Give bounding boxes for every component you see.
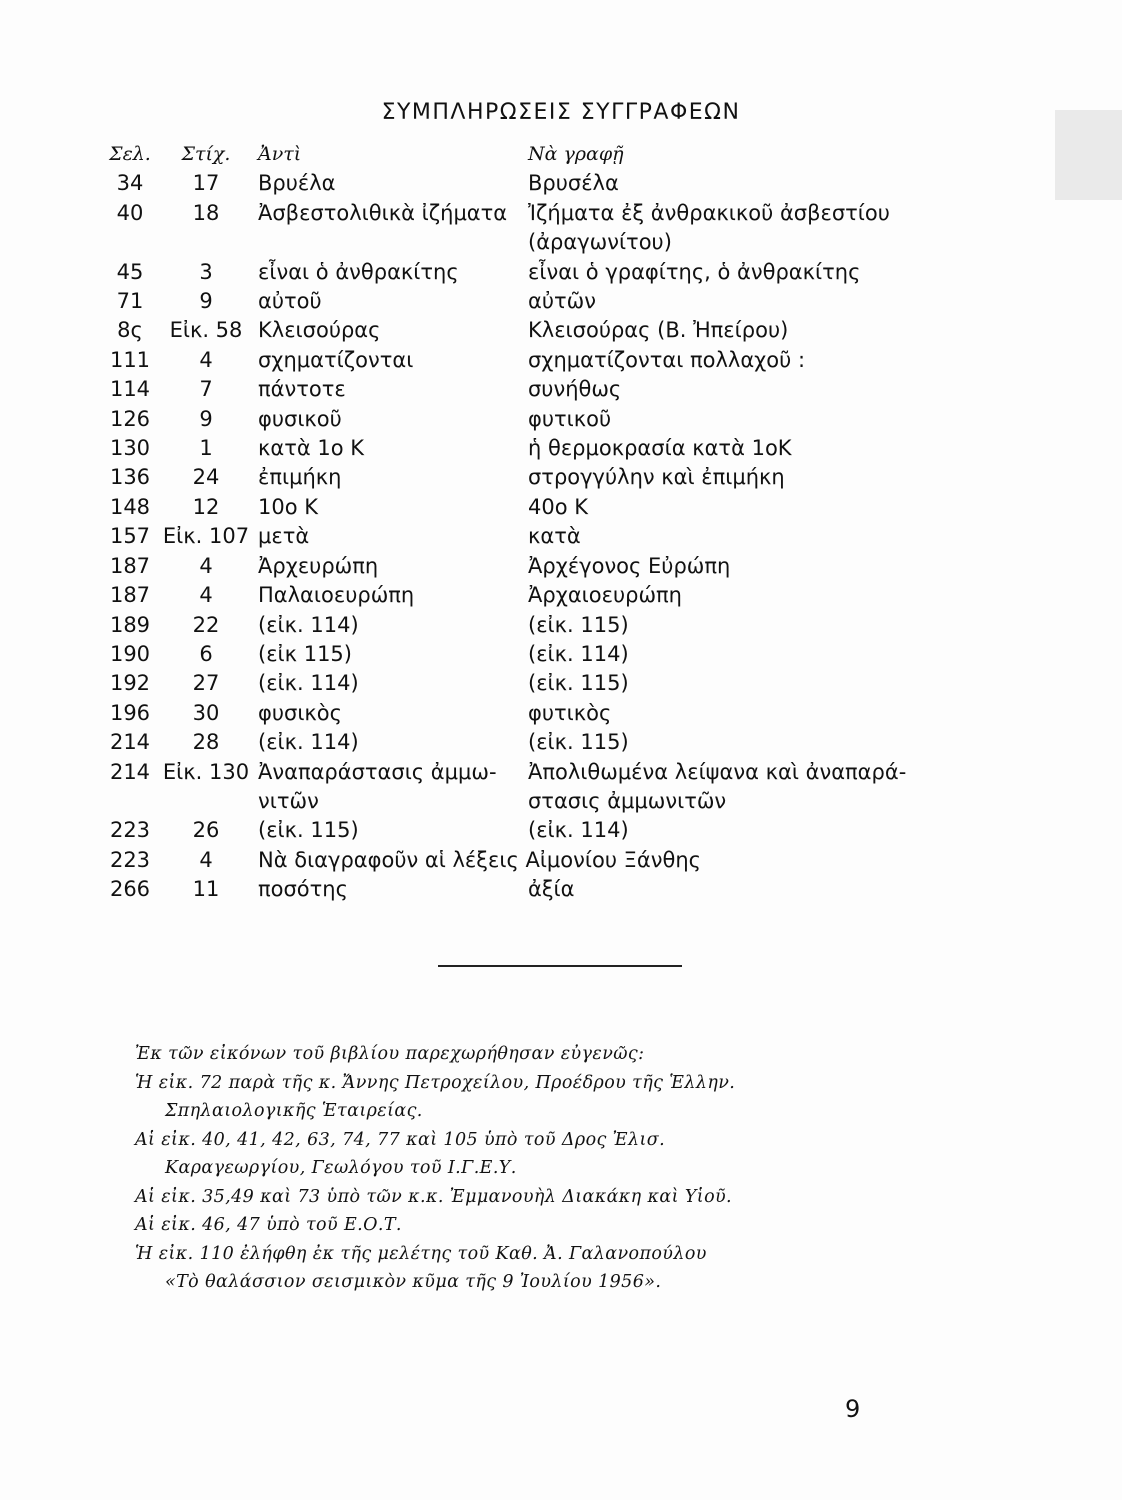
cell-line: 4 bbox=[199, 347, 213, 372]
table-row bbox=[100, 228, 948, 257]
cell-line: Εἰκ. 58 bbox=[169, 318, 243, 343]
cell-line: 3 bbox=[199, 259, 213, 284]
cell-line: 6 bbox=[199, 641, 213, 666]
table-row bbox=[100, 758, 948, 787]
table-row bbox=[100, 405, 948, 434]
cell-line: 9 bbox=[199, 406, 213, 431]
cell-write: στασις ἀμμωνιτῶν bbox=[528, 788, 727, 813]
cell-page: 223 bbox=[109, 847, 151, 872]
cell-page: 34 bbox=[116, 171, 144, 196]
table-row bbox=[100, 316, 948, 345]
cell-write: (εἰκ. 114) bbox=[528, 641, 629, 666]
cell-instead bbox=[252, 228, 528, 257]
cell-instead: πάντοτε bbox=[258, 377, 346, 402]
cell-instead: Κλεισούρας bbox=[258, 318, 381, 343]
cell-page: 126 bbox=[109, 406, 151, 431]
table-row bbox=[100, 552, 948, 581]
cell-instead: ἐπιμήκη bbox=[258, 465, 342, 490]
cell-instead: 10ο Κ bbox=[258, 494, 319, 519]
cell-instead: Βρυέλα bbox=[258, 171, 336, 196]
cell-line bbox=[160, 787, 252, 816]
cell-page: 189 bbox=[109, 612, 151, 637]
cell-line: 30 bbox=[192, 700, 220, 725]
table-row bbox=[100, 875, 948, 904]
credit-line: Αἱ εἰκ. 46, 47 ὑπὸ τοῦ Ε.Ο.Τ. bbox=[135, 1215, 402, 1235]
cell-page: 71 bbox=[116, 289, 144, 314]
cell-instead: (εἰκ. 115) bbox=[258, 818, 359, 843]
table-row bbox=[100, 493, 948, 522]
cell-write: Βρυσέλα bbox=[528, 171, 619, 196]
table-row bbox=[100, 463, 948, 492]
page-number: 9 bbox=[845, 1395, 861, 1423]
cell-instead: ποσότης bbox=[258, 877, 348, 902]
cell-write: Ἀρχαιοευρώπη bbox=[528, 583, 682, 608]
cell-page: 8ς bbox=[117, 318, 143, 343]
cell-instead: (εἰκ. 114) bbox=[258, 730, 359, 755]
cell-write: ἀξία bbox=[528, 877, 575, 902]
cell-write: Ἀρχέγονος Εὐρώπη bbox=[528, 553, 731, 578]
cell-page: 45 bbox=[116, 259, 144, 284]
cell-line: 28 bbox=[192, 730, 220, 755]
table-row bbox=[100, 640, 948, 669]
cell-write: συνήθως bbox=[528, 377, 622, 402]
cell-page bbox=[100, 787, 160, 816]
cell-deletion-note: Νὰ διαγραφοῦν αἱ λέξεις Αἰμονίου Ξάνθης bbox=[258, 847, 701, 872]
cell-line: 17 bbox=[192, 171, 220, 196]
header-line: Στίχ. bbox=[181, 143, 231, 165]
table-row bbox=[100, 787, 948, 816]
cell-instead: φυσικοῦ bbox=[258, 406, 342, 431]
cell-line: 24 bbox=[192, 465, 220, 490]
table-row bbox=[100, 169, 948, 198]
cell-instead: Ἀναπαράστασις ἀμμω- bbox=[258, 759, 497, 784]
table-row bbox=[100, 375, 948, 404]
credit-line: Σπηλαιολογικῆς Ἑταιρείας. bbox=[165, 1101, 423, 1121]
cell-write: (εἰκ. 115) bbox=[528, 671, 629, 696]
cell-instead: σχηματίζονται bbox=[258, 347, 414, 372]
cell-instead: Ἀρχευρώπη bbox=[258, 553, 379, 578]
page-title: ΣΥΜΠΛΗΡΩΣΕΙΣ ΣΥΓΓΡΑΦΕΩΝ bbox=[381, 100, 741, 125]
cell-write: Ἀπολιθωμένα λείψανα καὶ ἀναπαρά- bbox=[528, 759, 907, 784]
cell-page: 136 bbox=[109, 465, 151, 490]
cell-page: 196 bbox=[109, 700, 151, 725]
table-row bbox=[100, 816, 948, 845]
cell-page: 111 bbox=[109, 347, 151, 372]
cell-line: 4 bbox=[199, 847, 213, 872]
cell-write: φυτικὸς bbox=[528, 700, 612, 725]
cell-line: 18 bbox=[192, 200, 220, 225]
table-row bbox=[100, 728, 948, 757]
table-row bbox=[100, 522, 948, 551]
cell-line: 22 bbox=[192, 612, 220, 637]
cell-write: (εἰκ. 114) bbox=[528, 818, 629, 843]
errata-body bbox=[100, 169, 948, 904]
table-row bbox=[100, 669, 948, 698]
table-row bbox=[100, 434, 948, 463]
cell-line: 9 bbox=[199, 289, 213, 314]
header-write: Νὰ γραφῇ bbox=[528, 143, 624, 165]
cell-write: ἡ θερμοκρασία κατὰ 1οΚ bbox=[528, 436, 792, 461]
cell-page: 192 bbox=[109, 671, 151, 696]
cell-line: 4 bbox=[199, 583, 213, 608]
credit-line: Ἡ εἰκ. 72 παρὰ τῆς κ. Ἄννης Πετροχείλου, Προέδρου τῆς Ἑλλην. bbox=[135, 1072, 736, 1093]
cell-line: 11 bbox=[192, 877, 220, 902]
cell-write: 40ο Κ bbox=[528, 494, 589, 519]
cell-page: 157 bbox=[109, 524, 151, 549]
table-row bbox=[100, 581, 948, 610]
cell-page bbox=[100, 228, 160, 257]
cell-instead: Ἀσβεστολιθικὰ ἰζήματα bbox=[258, 200, 508, 225]
cell-instead: αὐτοῦ bbox=[258, 289, 322, 314]
table-row bbox=[100, 611, 948, 640]
table-row bbox=[100, 199, 948, 228]
cell-write: Κλεισούρας (Β. Ἠπείρου) bbox=[528, 318, 789, 343]
cell-page: 40 bbox=[116, 200, 144, 225]
errata-header-row bbox=[100, 140, 948, 169]
cell-instead: μετὰ bbox=[258, 524, 310, 549]
cell-page: 114 bbox=[109, 377, 151, 402]
cell-instead: Παλαιοευρώπη bbox=[258, 583, 415, 608]
cell-write: (ἀραγωνίτου) bbox=[528, 230, 672, 255]
cell-line: 7 bbox=[199, 377, 213, 402]
cell-line: 4 bbox=[199, 553, 213, 578]
cell-write: στρογγύλην καὶ ἐπιμήκη bbox=[528, 465, 785, 490]
errata-table bbox=[100, 140, 948, 905]
header-instead: Ἀντὶ bbox=[258, 143, 302, 165]
cell-instead: (εἰκ 115) bbox=[258, 641, 352, 666]
cell-line: 12 bbox=[192, 494, 220, 519]
credit-line: Αἱ εἰκ. 35,49 καὶ 73 ὑπὸ τῶν κ.κ. Ἐμμανουὴλ Διακάκη καὶ Υἱοῦ. bbox=[135, 1186, 733, 1207]
cell-write: κατὰ bbox=[528, 524, 581, 549]
table-row-deletion bbox=[100, 846, 948, 875]
cell-page: 148 bbox=[109, 494, 151, 519]
cell-write: σχηματίζονται πολλαχοῦ : bbox=[528, 347, 806, 372]
cell-instead: (εἰκ. 114) bbox=[258, 612, 359, 637]
table-row bbox=[100, 346, 948, 375]
credit-line: «Τὸ θαλάσσιον σεισμικὸν κῦμα τῆς 9 Ἰουλίου 1956». bbox=[165, 1272, 662, 1292]
cell-line: 1 bbox=[199, 436, 213, 461]
cell-line: 27 bbox=[192, 671, 220, 696]
cell-line: 26 bbox=[192, 818, 220, 843]
cell-line bbox=[160, 228, 252, 257]
table-row bbox=[100, 287, 948, 316]
cell-line: Εἰκ. 130 bbox=[162, 759, 250, 784]
section-divider bbox=[438, 965, 682, 967]
cell-line: Εἰκ. 107 bbox=[162, 524, 250, 549]
table-row bbox=[100, 699, 948, 728]
cell-page: 190 bbox=[109, 641, 151, 666]
credit-line: Ἐκ τῶν εἰκόνων τοῦ βιβλίου παρεχωρήθησαν εὐγενῶς: bbox=[135, 1044, 645, 1064]
cell-page: 214 bbox=[109, 759, 151, 784]
cell-instead: φυσικὸς bbox=[258, 700, 342, 725]
cell-page: 266 bbox=[109, 877, 151, 902]
cell-page: 223 bbox=[109, 818, 151, 843]
cell-page: 130 bbox=[109, 436, 151, 461]
cell-instead: κατὰ 1ο Κ bbox=[258, 436, 365, 461]
cell-write: αὐτῶν bbox=[528, 289, 596, 314]
cell-write: (εἰκ. 115) bbox=[528, 730, 629, 755]
cell-instead: νιτῶν bbox=[258, 788, 319, 813]
cell-page: 187 bbox=[109, 583, 151, 608]
header-page: Σελ. bbox=[109, 143, 151, 165]
cell-write: Ἰζήματα ἐξ ἀνθρακικοῦ ἀσβεστίου bbox=[528, 200, 890, 225]
cell-write: (εἰκ. 115) bbox=[528, 612, 629, 637]
cell-write: εἶναι ὁ γραφίτης, ὁ ἀνθρακίτης bbox=[528, 259, 861, 284]
cell-page: 214 bbox=[109, 730, 151, 755]
table-row bbox=[100, 258, 948, 287]
credit-line: Αἱ εἰκ. 40, 41, 42, 63, 74, 77 καὶ 105 ὑπὸ τοῦ Δρος Ἐλισ. bbox=[135, 1129, 666, 1150]
credit-line: Καραγεωργίου, Γεωλόγου τοῦ Ι.Γ.Ε.Υ. bbox=[165, 1158, 517, 1178]
cell-instead: (εἰκ. 114) bbox=[258, 671, 359, 696]
cell-instead: εἶναι ὁ ἀνθρακίτης bbox=[258, 259, 459, 284]
credit-line: Ἡ εἰκ. 110 ἐλήφθη ἐκ τῆς μελέτης τοῦ Καθ. Ἀ. Γαλανοπούλου bbox=[135, 1243, 707, 1264]
cell-write: φυτικοῦ bbox=[528, 406, 612, 431]
cell-page: 187 bbox=[109, 553, 151, 578]
image-credits bbox=[135, 1040, 985, 1297]
